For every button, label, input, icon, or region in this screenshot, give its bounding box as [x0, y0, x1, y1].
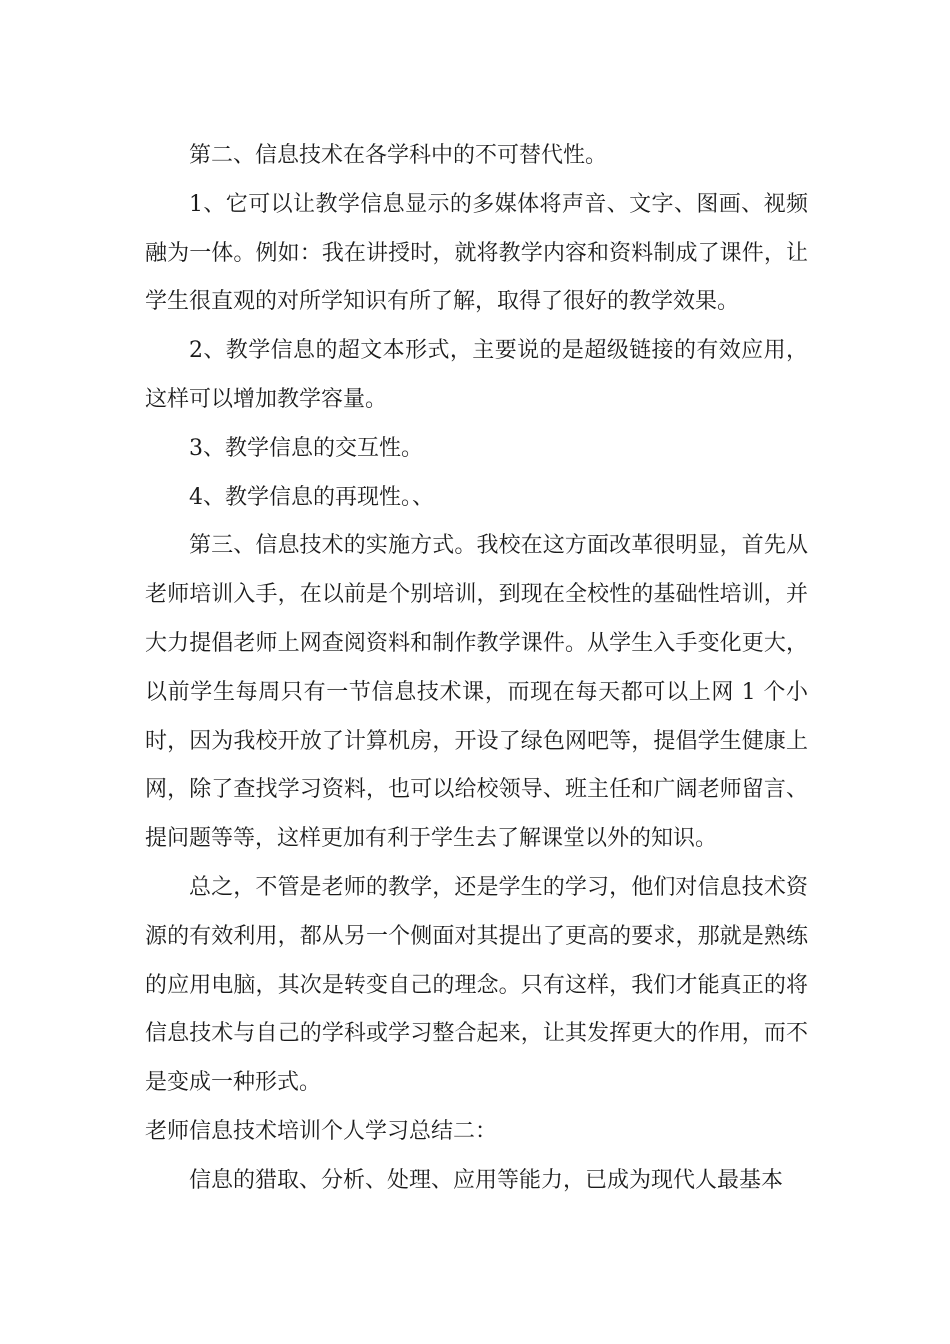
- document-body: [145, 132, 808, 1206]
- paragraph-conclusion: 总之，不管是老师的教学，还是学生的学习，他们对信息技术资源的有效利用，都从另一个侧面对其提出了更高的要求，那就是熟练的应用电脑，其次是转变自己的理念。只有这样，我们才能真正的将信息技术与自己的学科或学习整合起来，让其发挥更大的作用，而不是变成一种形式。: [145, 874, 808, 1096]
- paragraph-point-1: 1、它可以让教学信息显示的多媒体将声音、文字、图画、视频融为一体。例如：我在讲授时，就将教学内容和资料制成了课件，让学生很直观的对所学知识有所了解，取得了很好的教学效果。: [145, 191, 808, 315]
- section-title-summary-two: 老师信息技术培训个人学习总结二：: [145, 1118, 498, 1144]
- paragraph-point-4: 4、教学信息的再现性。、: [189, 484, 434, 510]
- paragraph-point-3: 3、教学信息的交互性。: [189, 435, 423, 461]
- paragraph-point-2: 2、教学信息的超文本形式，主要说的是超级链接的有效应用，这样可以增加教学容量。: [145, 338, 808, 412]
- paragraph-section-three: 第三、信息技术的实施方式。我校在这方面改革很明显，首先从老师培训入手，在以前是个别培训，到现在全校性的基础性培训，并大力提倡老师上网查阅资料和制作教学课件。从学生入手变化更大，以前学生每周只有一节信息技术课，而现在每天都可以上网 1 个小时，因为我校开放了计算机房，开设了绿色网吧等，提倡学生健康上网，除了查找学习资料，也可以给校领导、班主任和广阔老师留言、提问题等等，这样更加有利于学生去了解课堂以外的知识。: [145, 533, 808, 852]
- paragraph-section-two-heading: 第二、信息技术在各学科中的不可替代性。: [189, 143, 608, 168]
- paragraph-summary-two-intro: 信息的猎取、分析、处理、应用等能力，已成为现代人最基本: [189, 1167, 784, 1193]
